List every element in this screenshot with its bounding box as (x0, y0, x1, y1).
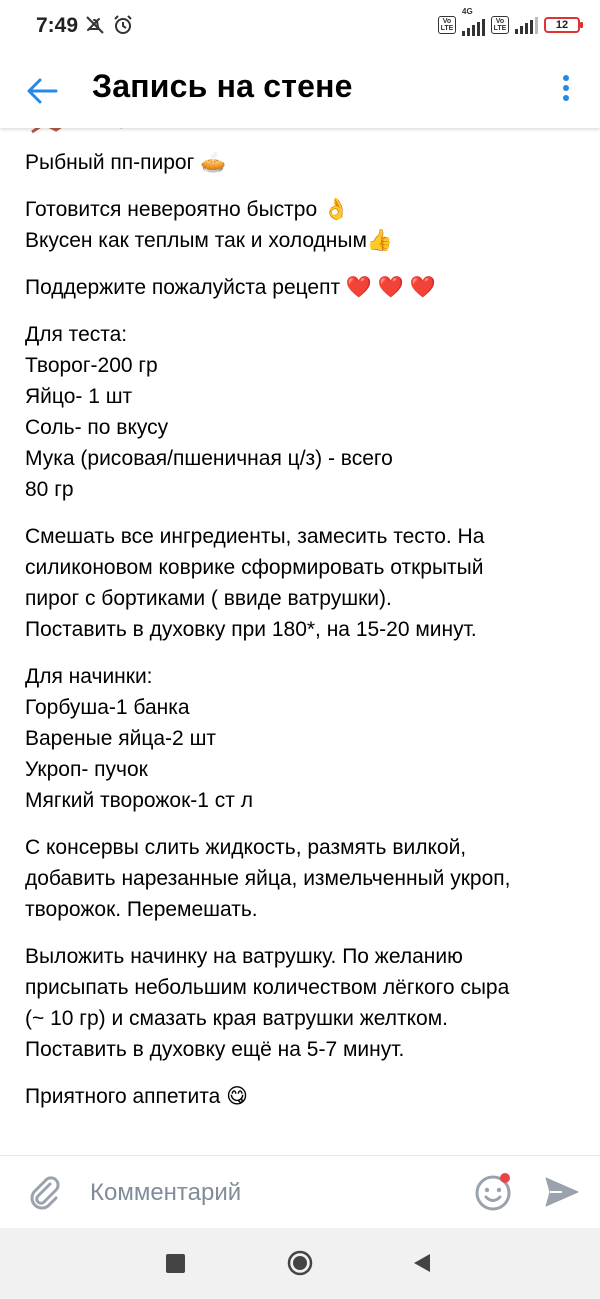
volte-icon: Vo LTE (438, 16, 456, 34)
network-type-label: 4G (462, 7, 473, 16)
post-line: Для начинки: (25, 665, 153, 688)
alarm-icon (112, 14, 134, 41)
post-paragraph (25, 832, 585, 925)
page-title: Запись на стене (92, 68, 353, 104)
status-bar (0, 0, 600, 54)
post-line: творожок. Перемешать. (25, 898, 258, 921)
attach-button[interactable] (26, 1174, 62, 1210)
post-paragraph (25, 941, 585, 1065)
circle-icon (287, 1250, 313, 1276)
comment-bar (0, 1155, 600, 1229)
post-line: Рыбный пп-пирог 🥧 (25, 151, 227, 174)
post-paragraph (25, 147, 585, 178)
post-line: Выложить начинку на ватрушку. По желанию (25, 945, 463, 968)
post-line: пирог с бортиками ( ввиде ватрушки). (25, 587, 392, 610)
post-line: Яйцо- 1 шт (25, 385, 133, 408)
post-line: Горбуша-1 банка (25, 696, 190, 719)
volte-icon-2: Vo LTE (491, 16, 509, 34)
battery-icon: 12 (544, 17, 580, 33)
send-button[interactable] (544, 1174, 580, 1210)
more-vertical-icon (560, 72, 572, 106)
post-text (25, 147, 585, 1128)
post-line: Поставить в духовку ещё на 5-7 минут. (25, 1038, 405, 1061)
post-line: Поддержите пожалуйста рецепт ❤️ ❤️ ❤️ (25, 276, 437, 299)
recents-button[interactable] (166, 1254, 185, 1273)
system-back-button[interactable] (412, 1252, 432, 1274)
smile-icon (474, 1172, 514, 1212)
post-paragraph (25, 194, 585, 256)
post-line: Поставить в духовку при 180*, на 15-20 минут. (25, 618, 477, 641)
post-paragraph (25, 521, 585, 645)
post-line: Соль- по вкусу (25, 416, 169, 439)
post-line: Приятного аппетита 😋 (25, 1085, 249, 1108)
post-line: добавить нарезанные яйца, измельченный укроп, (25, 867, 511, 890)
post-line: Укроп- пучок (25, 758, 148, 781)
post-line: Смешать все ингредиенты, замесить тесто. На (25, 525, 485, 548)
app-bar (0, 54, 600, 128)
post-line: силиконовом коврике сформировать открытый (25, 556, 484, 579)
more-options-button[interactable] (560, 72, 572, 106)
comment-input[interactable] (88, 1174, 392, 1212)
status-time: 7:49 (36, 14, 79, 37)
post-line: Для теста: (25, 323, 128, 346)
post-line: Мягкий творожок-1 ст л (25, 789, 253, 812)
post-line: 80 гр (25, 478, 74, 501)
post-line: Вкусен как теплым так и холодным👍 (25, 229, 394, 252)
signal-4g-icon (462, 7, 485, 36)
post-line: Готовится невероятно быстро 👌 (25, 198, 350, 221)
do-not-disturb-icon (84, 14, 106, 41)
arrow-left-icon (24, 74, 60, 108)
post-paragraph (25, 1081, 585, 1112)
post-paragraph (25, 272, 585, 303)
post-line: присыпать небольшим количеством лёгкого сыра (25, 976, 510, 999)
post-line: С консервы слить жидкость, размять вилкой, (25, 836, 467, 859)
emoji-button[interactable] (474, 1172, 514, 1212)
post-line: (~ 10 гр) и смазать края ватрушки желтком. (25, 1007, 448, 1030)
post-paragraph (25, 319, 585, 505)
post-line: Мука (рисовая/пшеничная ц/з) - всего (25, 447, 393, 470)
signal-icon (515, 16, 538, 34)
post-line: Творог-200 гр (25, 354, 158, 377)
send-icon (544, 1174, 580, 1210)
system-navigation-bar (0, 1228, 600, 1299)
home-button[interactable] (287, 1250, 313, 1276)
paperclip-icon (26, 1174, 62, 1210)
back-button[interactable] (24, 74, 60, 108)
post-paragraph (25, 661, 585, 816)
post-line: Вареные яйца-2 шт (25, 727, 217, 750)
triangle-back-icon (412, 1252, 432, 1274)
